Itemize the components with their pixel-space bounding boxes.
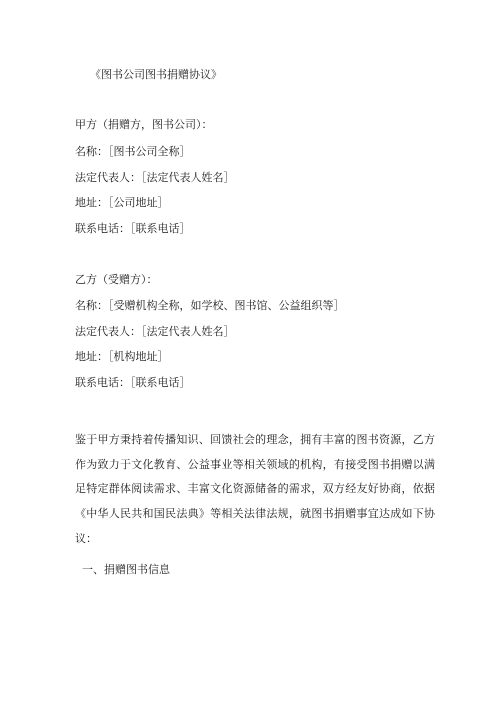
- party-b-address: 地址：［机构地址］: [75, 350, 169, 363]
- party-a-name: 名称：［图书公司全称］: [75, 145, 191, 158]
- party-b-name: 名称：［受赠机构全称，如学校、图书馆、公益组织等］: [75, 299, 345, 312]
- party-a-address: 地址：［公司地址］: [75, 196, 169, 209]
- document-title: 《图书公司图书捐赠协议》: [90, 68, 222, 81]
- party-a-representative: 法定代表人：［法定代表人姓名］: [75, 171, 235, 184]
- section-heading-1: 一、捐赠图书信息: [82, 563, 170, 576]
- party-b-heading: 乙方（受赠方）：: [75, 273, 158, 286]
- party-a-phone: 联系电话：［联系电话］: [75, 222, 191, 235]
- party-a-heading: 甲方（捐赠方，图书公司）：: [75, 118, 213, 131]
- preamble-paragraph: 鉴于甲方秉持着传播知识、回馈社会的理念，拥有丰富的图书资源，乙方作为致力于文化教育、公益事业等相关领域的机构，有接受图书捐赠以满足特定群体阅读需求、丰富文化资源储备的需求，双方经友好协商，依据《中华人民共和国民法典》等相关法律法规，就图书捐赠事宜达成如下协议：: [75, 433, 435, 545]
- party-b-representative: 法定代表人：［法定代表人姓名］: [75, 325, 235, 338]
- party-b-phone: 联系电话：［联系电话］: [75, 376, 191, 389]
